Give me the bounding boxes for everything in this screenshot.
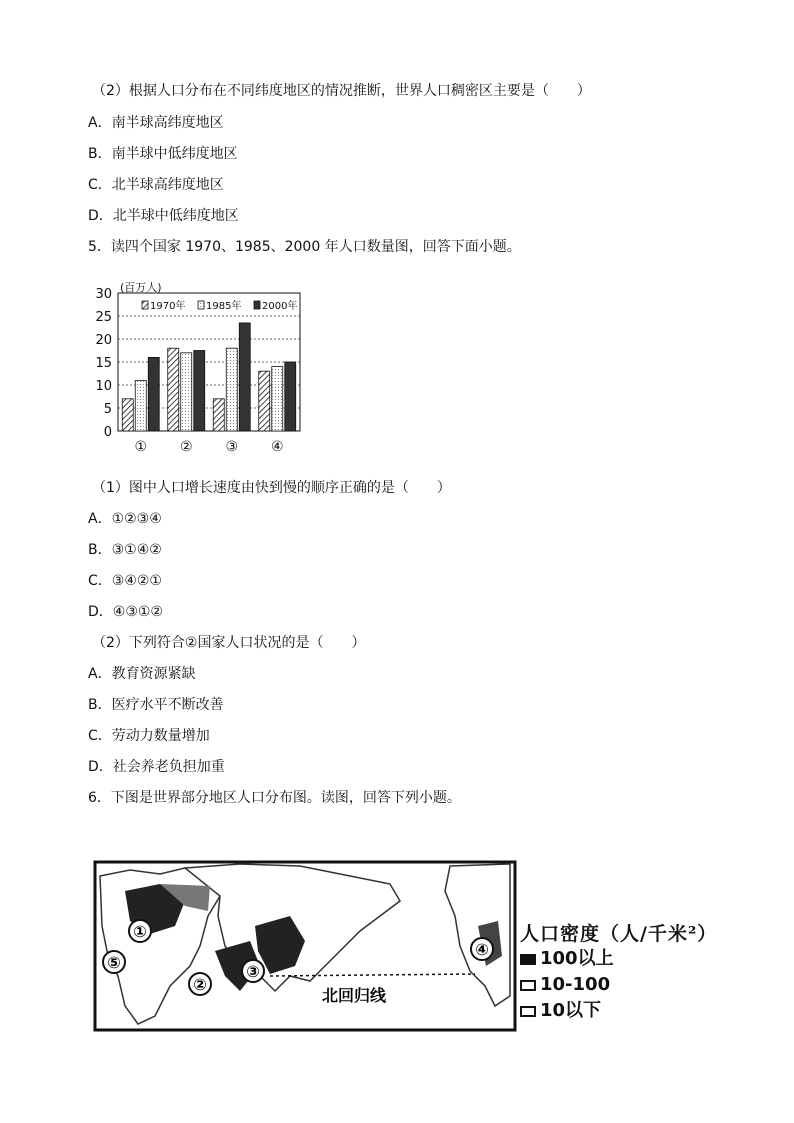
map-label-5 — [103, 951, 125, 973]
y-axis-label: (百万人) — [120, 281, 162, 294]
map-label-2 — [189, 973, 211, 995]
map-label-3 — [242, 960, 264, 982]
svg-text:②: ② — [193, 975, 207, 994]
question-5-2-stem: （2）下列符合②国家人口状况的是（ ） — [92, 635, 366, 651]
bar — [168, 348, 179, 431]
svg-text:③: ③ — [246, 962, 260, 981]
legend-row-low: 10以下 — [520, 998, 720, 1024]
question-5-stem: 5．读四个国家 1970、1985、2000 年人口数量图，回答下面小题。 — [88, 239, 521, 255]
map-svg — [90, 856, 520, 1036]
legend-swatch — [142, 301, 148, 309]
x-tick-label: ① — [134, 439, 148, 455]
option-a: A．南半球高纬度地区 — [88, 115, 224, 131]
legend-label: 2000年 — [262, 301, 298, 312]
legend-swatch — [254, 301, 260, 309]
svg-text:④: ④ — [475, 940, 489, 959]
option-b: B．南半球中低纬度地区 — [88, 146, 238, 162]
y-tick-label: 25 — [95, 310, 112, 325]
bar — [226, 348, 237, 431]
y-tick-label: 0 — [103, 425, 112, 440]
option-b: B．医疗水平不断改善 — [88, 697, 224, 713]
legend-swatch-filled — [520, 954, 536, 965]
population-bar-chart — [88, 278, 318, 458]
legend-swatch-outline — [520, 1006, 536, 1017]
bar — [272, 367, 283, 431]
option-a: A．教育资源紧缺 — [88, 666, 196, 682]
map-legend — [520, 922, 720, 1024]
bar — [135, 380, 146, 431]
legend-label: 1970年 — [150, 301, 186, 312]
question-5-1-stem: （1）图中人口增长速度由快到慢的顺序正确的是（ ） — [92, 480, 451, 496]
map-label-4 — [471, 938, 493, 960]
map-label-1 — [129, 920, 151, 942]
option-b: B．③①④② — [88, 542, 162, 558]
option-c: C．劳动力数量增加 — [88, 728, 210, 744]
tropic-label: 北回归线 — [322, 986, 387, 1005]
legend-swatch-outline — [520, 980, 536, 991]
bar — [285, 362, 296, 431]
bar — [259, 371, 270, 431]
bar — [194, 351, 205, 432]
x-tick-label: ④ — [270, 439, 284, 455]
legend-label: 1985年 — [206, 301, 242, 312]
option-c: C．北半球高纬度地区 — [88, 177, 224, 193]
option-d: D．④③①② — [88, 604, 163, 620]
option-d: D．北半球中低纬度地区 — [88, 208, 239, 224]
option-c: C．③④②① — [88, 573, 162, 589]
legend-swatch — [198, 301, 204, 309]
bar — [239, 323, 250, 431]
x-tick-label: ② — [179, 439, 193, 455]
legend-row-mid: 10-100 — [520, 972, 720, 998]
legend-row-high: 100以上 — [520, 946, 720, 972]
option-d: D．社会养老负担加重 — [88, 759, 225, 775]
y-tick-label: 10 — [95, 379, 112, 394]
option-a: A．①②③④ — [88, 511, 162, 527]
y-tick-label: 5 — [103, 402, 112, 417]
x-tick-label: ③ — [225, 439, 239, 455]
question-4-2-stem: （2）根据人口分布在不同纬度地区的情况推断，世界人口稠密区主要是（ ） — [92, 83, 591, 99]
chart-svg — [88, 278, 318, 458]
y-tick-label: 15 — [95, 356, 112, 371]
legend-title: 人口密度（人/千米²） — [520, 923, 718, 945]
world-population-map — [90, 856, 520, 1036]
bar — [181, 353, 192, 431]
bar — [213, 399, 224, 431]
bar — [122, 399, 133, 431]
question-6-stem: 6．下图是世界部分地区人口分布图。读图，回答下列小题。 — [88, 790, 461, 806]
svg-text:①: ① — [133, 922, 147, 941]
svg-text:⑤: ⑤ — [107, 953, 121, 972]
y-tick-label: 30 — [95, 287, 112, 302]
bar — [148, 357, 159, 431]
y-tick-label: 20 — [95, 333, 112, 348]
